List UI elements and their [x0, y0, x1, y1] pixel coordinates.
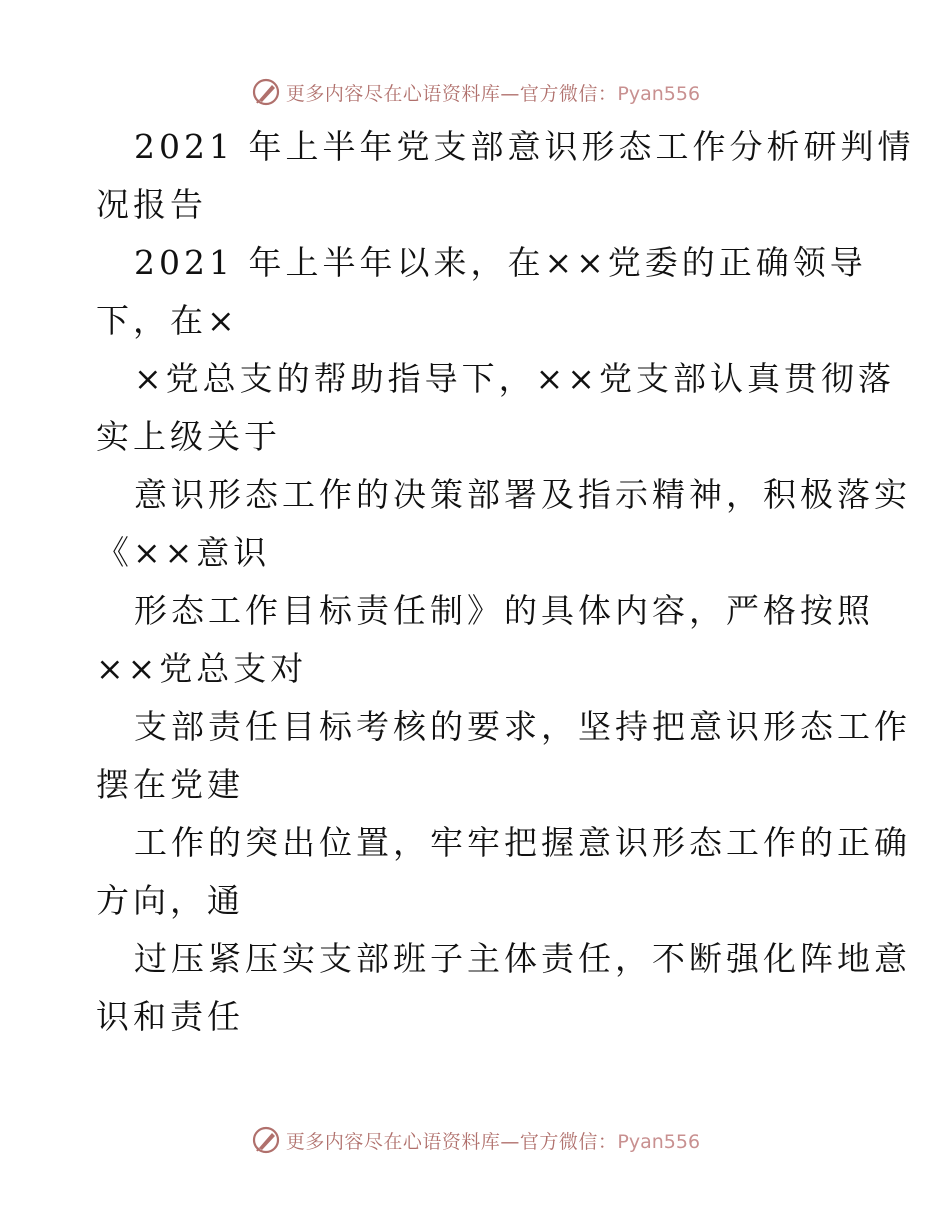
text-line: 2021 年上半年以来，在××党委的正确领导 — [134, 243, 867, 282]
watermark-text: 更多内容尽在心语资料库—官方微信：Pyan556 — [285, 1130, 701, 1153]
text-line: 方向，通 — [96, 881, 244, 920]
text-line: 意识形态工作的决策部署及指示精神，积极落实 — [134, 475, 911, 514]
quill-pen-icon — [250, 76, 282, 108]
text-line: 过压紧压实支部班子主体责任，不断强化阵地意 — [134, 939, 911, 978]
text-line: 况报告 — [96, 185, 207, 224]
text-line: ×党总支的帮助指导下，××党支部认真贯彻落 — [134, 359, 895, 398]
text-line: 实上级关于 — [96, 417, 281, 456]
text-line: 工作的突出位置，牢牢把握意识形态工作的正确 — [134, 823, 911, 862]
text-line: ××党总支对 — [96, 649, 308, 688]
document-body — [96, 118, 915, 1046]
header-watermark — [0, 72, 950, 112]
quill-pen-icon — [250, 1124, 282, 1156]
text-line: 识和责任 — [96, 997, 244, 1036]
text-line: 《××意识 — [96, 533, 271, 572]
text-line: 2021 年上半年党支部意识形态工作分析研判情 — [134, 127, 915, 166]
watermark-text: 更多内容尽在心语资料库—官方微信：Pyan556 — [285, 82, 701, 105]
text-line: 摆在党建 — [96, 765, 244, 804]
footer-watermark — [0, 1120, 950, 1160]
text-line: 支部责任目标考核的要求，坚持把意识形态工作 — [134, 707, 911, 746]
text-line: 下，在× — [96, 301, 239, 340]
text-line: 形态工作目标责任制》的具体内容，严格按照 — [134, 591, 874, 630]
